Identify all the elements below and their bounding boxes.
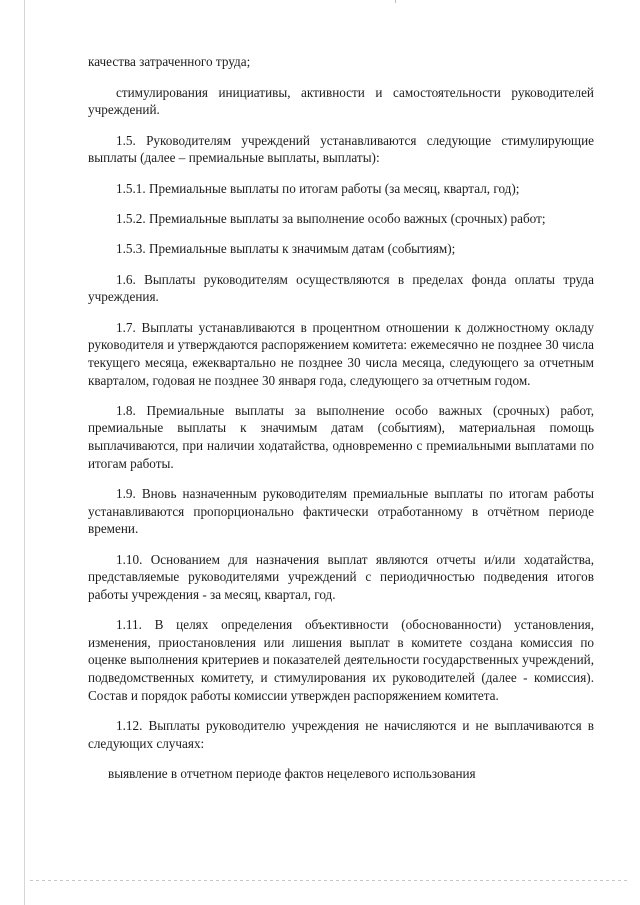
paragraph-1-10: 1.10. Основанием для назначения выплат являются отчеты и/или ходатайства, представляемые руководителями учреждений с периодичностью подведения итогов работы учреждения - за месяц, квартал, год. bbox=[88, 551, 594, 602]
document-body bbox=[88, 53, 594, 783]
paragraph-1-7: 1.7. Выплаты устанавливаются в процентном отношении к должностному окладу руководителя и утверждаются распоряжением комитета: ежемесячно не позднее 30 числа текущего месяца, ежеквартально не позднее 30 числа месяца, следующего за отчетным кварталом, годовая не позднее 30 января года, следующего за отчетным годом. bbox=[88, 319, 594, 388]
paragraph-1-5-3: 1.5.3. Премиальные выплаты к значимым датам (событиям); bbox=[116, 241, 456, 257]
paragraph-1-12: 1.12. Выплаты руководителю учреждения не начисляются и не выплачиваются в следующих случаях: bbox=[88, 717, 594, 751]
paragraph-quality: качества затраченного труда; bbox=[88, 54, 251, 69]
scan-top-mark bbox=[395, 0, 396, 3]
paragraph-1-5: 1.5. Руководителям учреждений устанавливаются следующие стимулирующие выплаты (далее – премиальные выплаты, выплаты): bbox=[88, 132, 594, 166]
paragraph-1-8: 1.8. Премиальные выплаты за выполнение особо важных (срочных) работ, премиальные выплаты к значимым датам (событиям), материальная помощь выплачиваются, при наличии ходатайства, одновременно с премиальными выплатами по итогам работы. bbox=[88, 402, 594, 471]
paragraph-1-5-2: 1.5.2. Премиальные выплаты за выполнение особо важных (срочных) работ; bbox=[116, 210, 546, 226]
paragraph-1-6: 1.6. Выплаты руководителям осуществляются в пределах фонда оплаты труда учреждения. bbox=[88, 271, 594, 305]
scan-bottom-edge bbox=[30, 880, 630, 881]
paragraph-1-9: 1.9. Вновь назначенным руководителям премиальные выплаты по итогам работы устанавливаются пропорционально фактически отработанному в отчётном периоде времени. bbox=[88, 486, 594, 537]
scan-left-edge bbox=[24, 0, 25, 905]
paragraph-1-11: 1.11. В целях определения объективности (обоснованности) установления, изменения, приостановления или лишения выплат в комитете создана комиссия по оценке выполнения критериев и показателей деятельности государственных учреждений, подведомственных комитету, и стимулирования их руководителей (далее - комиссия). Состав и порядок работы комиссии утвержден распоряжением комитета. bbox=[88, 617, 594, 703]
paragraph-1-5-1: 1.5.1. Премиальные выплаты по итогам работы (за месяц, квартал, год); bbox=[116, 180, 520, 196]
paragraph-misuse: выявление в отчетном периоде фактов нецелевого использования bbox=[108, 765, 476, 781]
paragraph-stimulation: стимулирования инициативы, активности и самостоятельности руководителей учреждений. bbox=[88, 84, 594, 118]
